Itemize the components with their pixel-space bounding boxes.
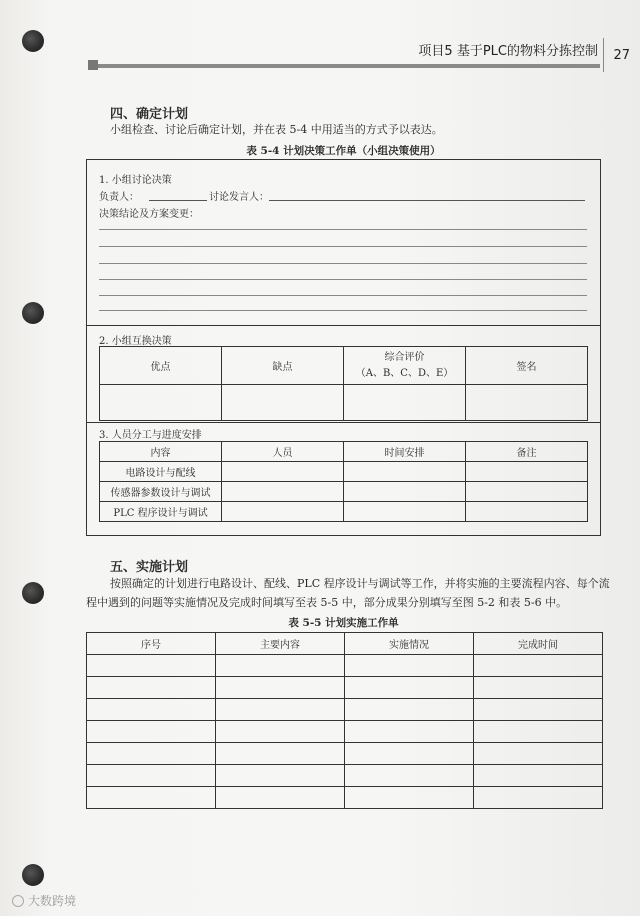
table-cell[interactable] [474, 655, 603, 677]
table-cell[interactable] [87, 655, 216, 677]
table-cell[interactable] [466, 462, 588, 482]
col-header-main-content: 主要内容 [216, 633, 345, 655]
table-cell[interactable] [222, 482, 344, 502]
section5-heading: 五、实施计划 [110, 560, 189, 575]
row-label: PLC 程序设计与调试 [100, 502, 222, 522]
table54-caption: 表 5-4 计划决策工作单（小组决策使用） [246, 145, 441, 157]
table-cell[interactable] [474, 699, 603, 721]
running-header [88, 34, 640, 74]
speaker-blank[interactable] [269, 200, 585, 201]
col-header-personnel: 人员 [222, 442, 344, 462]
table-cell[interactable] [474, 787, 603, 809]
writing-line[interactable] [99, 246, 587, 247]
evaluation-title: 综合评价 [384, 351, 425, 363]
part3-title: 3. 人员分工与进度安排 [99, 430, 202, 441]
binder-hole [22, 302, 44, 324]
evaluation-options: （A、B、C、D、E） [355, 367, 454, 379]
binder-hole [22, 30, 44, 52]
writing-line[interactable] [99, 263, 587, 264]
row-label: 传感器参数设计与调试 [100, 482, 222, 502]
page-number: 27 [613, 48, 630, 63]
table-cell[interactable] [466, 502, 588, 522]
table-cell[interactable] [345, 787, 474, 809]
table-cell[interactable] [216, 677, 345, 699]
table-cell[interactable] [87, 787, 216, 809]
table-cell[interactable] [345, 655, 474, 677]
section4-intro: 小组检查、讨论后确定计划，并在表 5-4 中用适当的方式予以表达。 [110, 123, 443, 136]
table-cell[interactable] [216, 699, 345, 721]
col-header-remarks: 备注 [466, 442, 588, 462]
col-header-completion-time: 完成时间 [474, 633, 603, 655]
table-cell[interactable] [87, 677, 216, 699]
col-header-pros: 优点 [100, 347, 222, 385]
table-cell[interactable] [466, 482, 588, 502]
watermark-logo-icon [12, 895, 24, 907]
table-cell[interactable] [222, 462, 344, 482]
implementation-table [86, 632, 603, 809]
table-cell[interactable] [474, 743, 603, 765]
col-header-schedule: 时间安排 [344, 442, 466, 462]
table-cell[interactable] [222, 502, 344, 522]
col-header-signature: 签名 [466, 347, 588, 385]
table-cell[interactable] [344, 482, 466, 502]
section4-heading: 四、确定计划 [110, 107, 189, 122]
col-header-seq: 序号 [87, 633, 216, 655]
writing-line[interactable] [99, 310, 587, 311]
writing-line[interactable] [99, 295, 587, 296]
binder-hole [22, 582, 44, 604]
table-cell[interactable] [474, 677, 603, 699]
part1-title: 1. 小组讨论决策 [99, 175, 172, 186]
assignment-table [99, 441, 588, 522]
writing-line[interactable] [99, 229, 587, 230]
table-cell[interactable] [216, 655, 345, 677]
table-cell[interactable] [222, 385, 344, 421]
table-cell[interactable] [344, 462, 466, 482]
header-rule [88, 64, 600, 68]
conclusion-label: 决策结论及方案变更： [99, 209, 199, 220]
table-cell[interactable] [216, 743, 345, 765]
table55-caption: 表 5-5 计划实施工作单 [288, 617, 399, 629]
table-cell[interactable] [345, 743, 474, 765]
table-cell[interactable] [344, 502, 466, 522]
table-cell[interactable] [87, 743, 216, 765]
table-cell[interactable] [100, 385, 222, 421]
leader-blank[interactable] [149, 200, 207, 201]
watermark [12, 892, 76, 909]
table-cell[interactable] [345, 677, 474, 699]
speaker-label: 讨论发言人： [209, 192, 269, 203]
leader-label: 负责人： [99, 192, 139, 203]
binder-hole [22, 864, 44, 886]
table-cell[interactable] [87, 699, 216, 721]
header-marker [88, 60, 98, 70]
col-header-cons: 缺点 [222, 347, 344, 385]
table-cell[interactable] [474, 721, 603, 743]
part2-title: 2. 小组互换决策 [99, 336, 172, 347]
table-cell[interactable] [216, 721, 345, 743]
table-cell[interactable] [87, 721, 216, 743]
watermark-text: 大数跨境 [28, 894, 77, 908]
section-divider [87, 325, 600, 326]
table-cell[interactable] [345, 721, 474, 743]
table-cell[interactable] [474, 765, 603, 787]
table-cell[interactable] [87, 765, 216, 787]
table-cell[interactable] [344, 385, 466, 421]
table-cell[interactable] [216, 787, 345, 809]
table-cell[interactable] [345, 699, 474, 721]
section5-para-line1: 按照确定的计划进行电路设计、配线、PLC 程序设计与调试等工作，并将实施的主要流程内容、每个流 [110, 577, 610, 590]
col-header-evaluation [344, 347, 466, 385]
mutual-decision-table [99, 346, 588, 421]
section-divider [87, 422, 600, 423]
writing-line[interactable] [99, 279, 587, 280]
col-header-content: 内容 [100, 442, 222, 462]
decision-worksheet [86, 159, 601, 536]
table-cell[interactable] [466, 385, 588, 421]
row-label: 电路设计与配线 [100, 462, 222, 482]
header-title: 项目5 基于PLC的物料分拣控制 [418, 44, 598, 59]
section5-para-line2: 程中遇到的问题等实施情况及完成时间填写至表 5-5 中，部分成果分别填写至图 5-2 和表 5-6 中。 [86, 596, 568, 609]
col-header-implementation: 实施情况 [345, 633, 474, 655]
table-cell[interactable] [216, 765, 345, 787]
table-cell[interactable] [345, 765, 474, 787]
header-separator [603, 38, 604, 72]
